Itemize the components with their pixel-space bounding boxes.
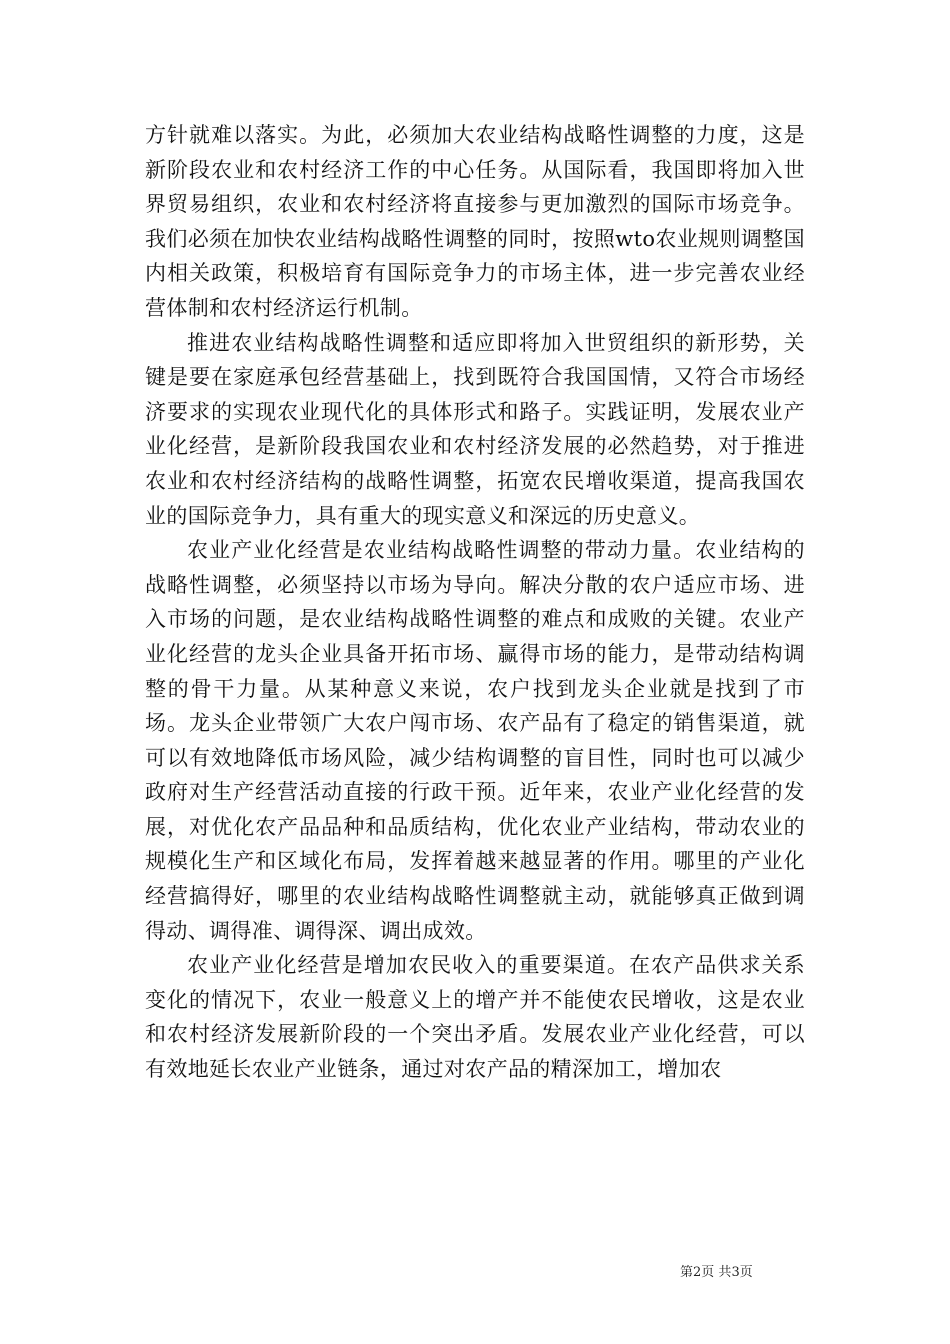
paragraph-1: 方针就难以落实。为此，必须加大农业结构战略性调整的力度，这是新阶段农业和农村经济工作的中心任务。从国际看，我国即将加入世界贸易组织，农业和农村经济将直接参与更加激烈的国际市场竞争。我们必须在加快农业结构战略性调整的同时，按照wto农业规则调整国内相关政策，积极培育有国际竞争力的市场主体，进一步完善农业经营体制和农村经济运行机制。 [145, 123, 805, 320]
footer-prefix: 第 [680, 1265, 694, 1280]
footer-current-page: 2 [693, 1265, 702, 1280]
page-footer [680, 1264, 810, 1282]
footer-total-pages: 3 [731, 1265, 740, 1280]
paragraph-4: 农业产业化经营是增加农民收入的重要渠道。在农产品供求关系变化的情况下，农业一般意义上的增产并不能使农民增收，这是农业和农村经济发展新阶段的一个突出矛盾。发展农业产业化经营，可以有效地延长农业产业链条，通过对农产品的精深加工，增加农 [145, 953, 805, 1082]
paragraph-2: 推进农业结构战略性调整和适应即将加入世贸组织的新形势，关键是要在家庭承包经营基础上，找到既符合我国国情，又符合市场经济要求的实现农业现代化的具体形式和路子。实践证明，发展农业产业化经营，是新阶段我国农业和农村经济发展的必然趋势，对于推进农业和农村经济结构的战略性调整，拓宽农民增收渠道，提高我国农业的国际竞争力，具有重大的现实意义和深远的历史意义。 [145, 330, 805, 528]
footer-middle: 页 共 [701, 1265, 732, 1280]
footer-suffix: 页 [739, 1265, 753, 1280]
paragraph-3: 农业产业化经营是农业结构战略性调整的带动力量。农业结构的战略性调整，必须坚持以市场为导向。解决分散的农户适应市场、进入市场的问题，是农业结构战略性调整的难点和成败的关键。农业产业化经营的龙头企业具备开拓市场、赢得市场的能力，是带动结构调整的骨干力量。从某种意义来说，农户找到龙头企业就是找到了市场。龙头企业带领广大农户闯市场、农产品有了稳定的销售渠道，就可以有效地降低市场风险，减少结构调整的盲目性，同时也可以减少政府对生产经营活动直接的行政干预。近年来，农业产业化经营的发展，对优化农产品品种和品质结构，优化农业产业结构，带动农业的规模化生产和区域化布局，发挥着越来越显著的作用。哪里的产业化经营搞得好，哪里的农业结构战略性调整就主动，就能够真正做到调得动、调得准、调得深、调出成效。 [145, 538, 805, 943]
body-text [145, 118, 805, 1087]
